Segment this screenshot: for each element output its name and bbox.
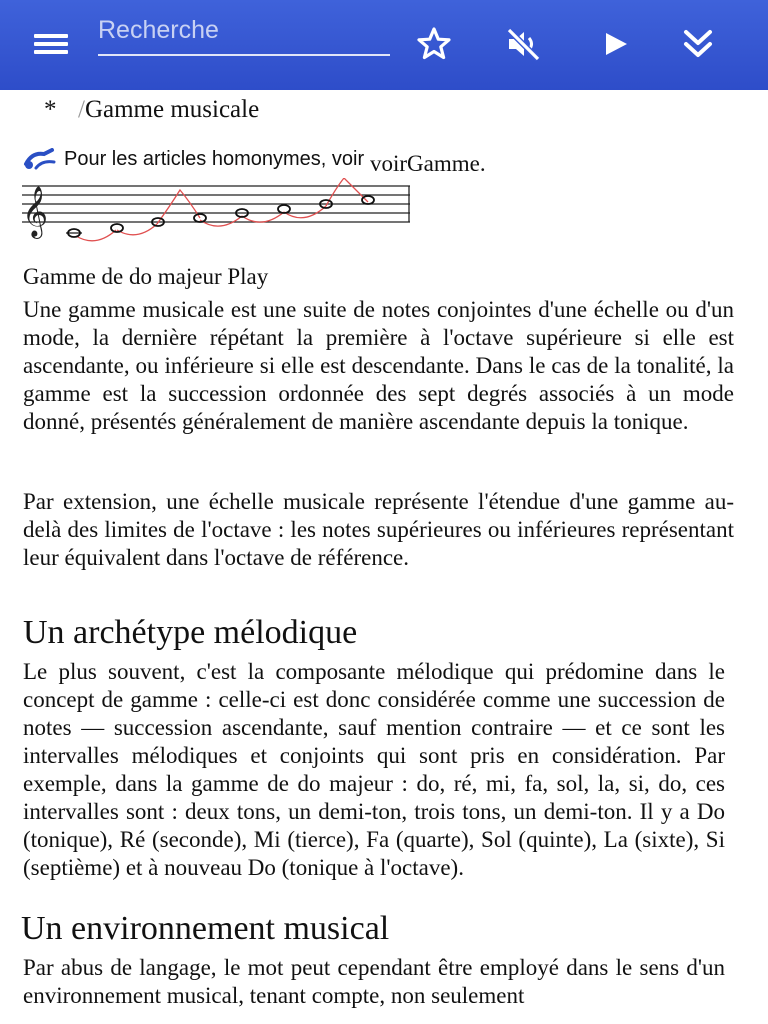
play-icon[interactable] — [596, 24, 636, 64]
disambiguation-icon — [22, 148, 58, 172]
homonym-link[interactable]: voirGamme. — [370, 151, 486, 176]
homonym-text: Pour les articles homonymes, voir — [64, 148, 365, 170]
search-input[interactable] — [98, 6, 390, 56]
breadcrumb — [44, 96, 259, 124]
page-title: Gamme musicale — [84, 96, 260, 123]
section-heading-archetype: Un archétype mélodique — [23, 614, 358, 651]
intro-paragraph: Une gamme musicale est une suite de notes conjointes d'une échelle ou d'un mode, la dernière répétant la première à l'octave supérieure si elle est ascendante, ou inférieure si elle est descendante. Dans le cas de la tonalité, la gamme est la succession ordonnée des sept degrés associés à un mode donné, présentés généralement de manière ascendante depuis la tonique. — [23, 297, 734, 434]
star-icon[interactable] — [414, 24, 454, 64]
menu-icon[interactable] — [34, 30, 72, 58]
section-text-archetype: Le plus souvent, c'est la composante mélodique qui prédomine dans le concept de gamme : celle-ci est donc considérée comme une succession de notes — succession ascendante, sauf mention contraire — et ce sont les intervalles mélodiques et conjoints qui sont pris en considération. Par exemple, dans la gamme de do majeur : do, ré, mi, fa, sol, la, si, do, ces intervalles sont : deux tons, un demi-ton, trois tons, un demi-ton. Il y a Do (tonique), Ré (seconde), Mi (tierce), Fa (quarte), Sol (quinte), La (sixte), Si (septième) et à nouveau Do (tonique à l'octave). — [23, 659, 725, 880]
breadcrumb-separator: / — [78, 96, 85, 123]
image-caption: Gamme de do majeur Play — [23, 264, 269, 289]
svg-text:𝄞: 𝄞 — [22, 186, 49, 237]
section-text-environment: Par abus de langage, le mot peut cependant être employé dans le sens d'un environnement musical, tenant compte, non seulement — [23, 955, 725, 1008]
breadcrumb-bullet: * — [44, 96, 57, 123]
extension-paragraph: Par extension, une échelle musicale représente l'étendue d'une gamme au-delà des limites de l'octave : les notes supérieures ou inférieures représentant leur équivalent dans l'octave de référence. — [23, 489, 734, 570]
section-heading-environment: Un environnement musical — [21, 910, 390, 947]
double-chevron-down-icon[interactable] — [678, 24, 718, 64]
mute-icon[interactable] — [503, 24, 543, 64]
top-app-bar — [0, 0, 768, 90]
c-major-scale-staff-image[interactable] — [20, 178, 412, 248]
